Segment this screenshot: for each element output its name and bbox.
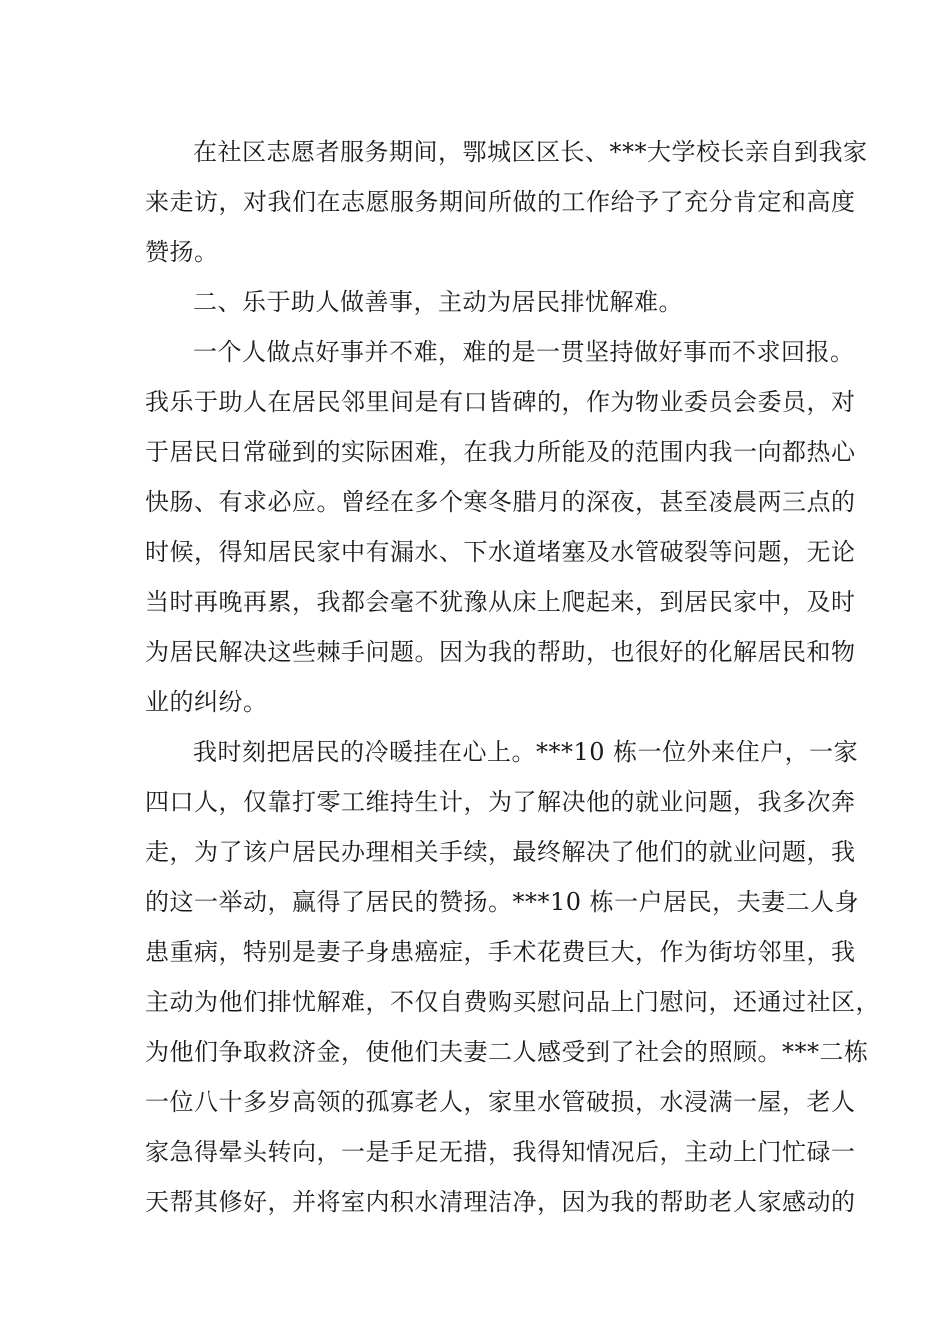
paragraph-line: 业的纠纷。 xyxy=(145,688,268,716)
paragraph-helping xyxy=(145,327,856,727)
paragraph-line: 在社区志愿者服务期间，鄂城区区长、***大学校长亲自到我家 xyxy=(193,138,868,166)
paragraph-line: 走，为了该户居民办理相关手续，最终解决了他们的就业问题，我 xyxy=(145,838,856,866)
paragraph-line: 的这一举动，赢得了居民的赞扬。***10 栋一户居民，夫妻二人身 xyxy=(145,888,860,916)
paragraph-line: 赞扬。 xyxy=(145,238,219,266)
paragraph-line: 一个人做点好事并不难，难的是一贯坚持做好事而不求回报。 xyxy=(193,338,855,366)
paragraph-line: 为居民解决这些棘手问题。因为我的帮助，也很好的化解居民和物 xyxy=(145,638,856,666)
paragraph-line: 一位八十多岁高领的孤寡老人，家里水管破损，水浸满一屋，老人 xyxy=(145,1088,856,1116)
paragraph-line: 当时再晚再累，我都会毫不犹豫从床上爬起来，到居民家中，及时 xyxy=(145,588,856,616)
section-heading xyxy=(145,277,809,327)
paragraph-line: 时候，得知居民家中有漏水、下水道堵塞及水管破裂等问题，无论 xyxy=(145,538,856,566)
paragraph-residents xyxy=(145,727,880,1227)
paragraph-line: 为他们争取救济金，使他们夫妻二人感受到了社会的照顾。***二栋 xyxy=(145,1038,869,1066)
heading-line: 二、乐于助人做善事，主动为居民排忧解难。 xyxy=(193,288,683,316)
paragraph-line: 主动为他们排忧解难，不仅自费购买慰问品上门慰问，还通过社区， xyxy=(145,988,880,1016)
paragraph-line: 患重病，特别是妻子身患癌症，手术花费巨大，作为街坊邻里，我 xyxy=(145,938,856,966)
paragraph-line: 于居民日常碰到的实际困难，在我力所能及的范围内我一向都热心 xyxy=(145,438,856,466)
paragraph-line: 四口人，仅靠打零工维持生计，为了解决他的就业问题，我多次奔 xyxy=(145,788,856,816)
paragraph-line: 我乐于助人在居民邻里间是有口皆碑的，作为物业委员会委员，对 xyxy=(145,388,856,416)
paragraph-visit xyxy=(145,127,868,277)
paragraph-line: 来走访，对我们在志愿服务期间所做的工作给予了充分肯定和高度 xyxy=(145,188,856,216)
paragraph-line: 家急得晕头转向，一是手足无措，我得知情况后，主动上门忙碌一 xyxy=(145,1138,856,1166)
paragraph-line: 快肠、有求必应。曾经在多个寒冬腊月的深夜，甚至凌晨两三点的 xyxy=(145,488,856,516)
paragraph-line: 天帮其修好，并将室内积水清理洁净，因为我的帮助老人家感动的 xyxy=(145,1188,856,1216)
paragraph-line: 我时刻把居民的冷暖挂在心上。***10 栋一位外来住户，一家 xyxy=(193,738,859,766)
